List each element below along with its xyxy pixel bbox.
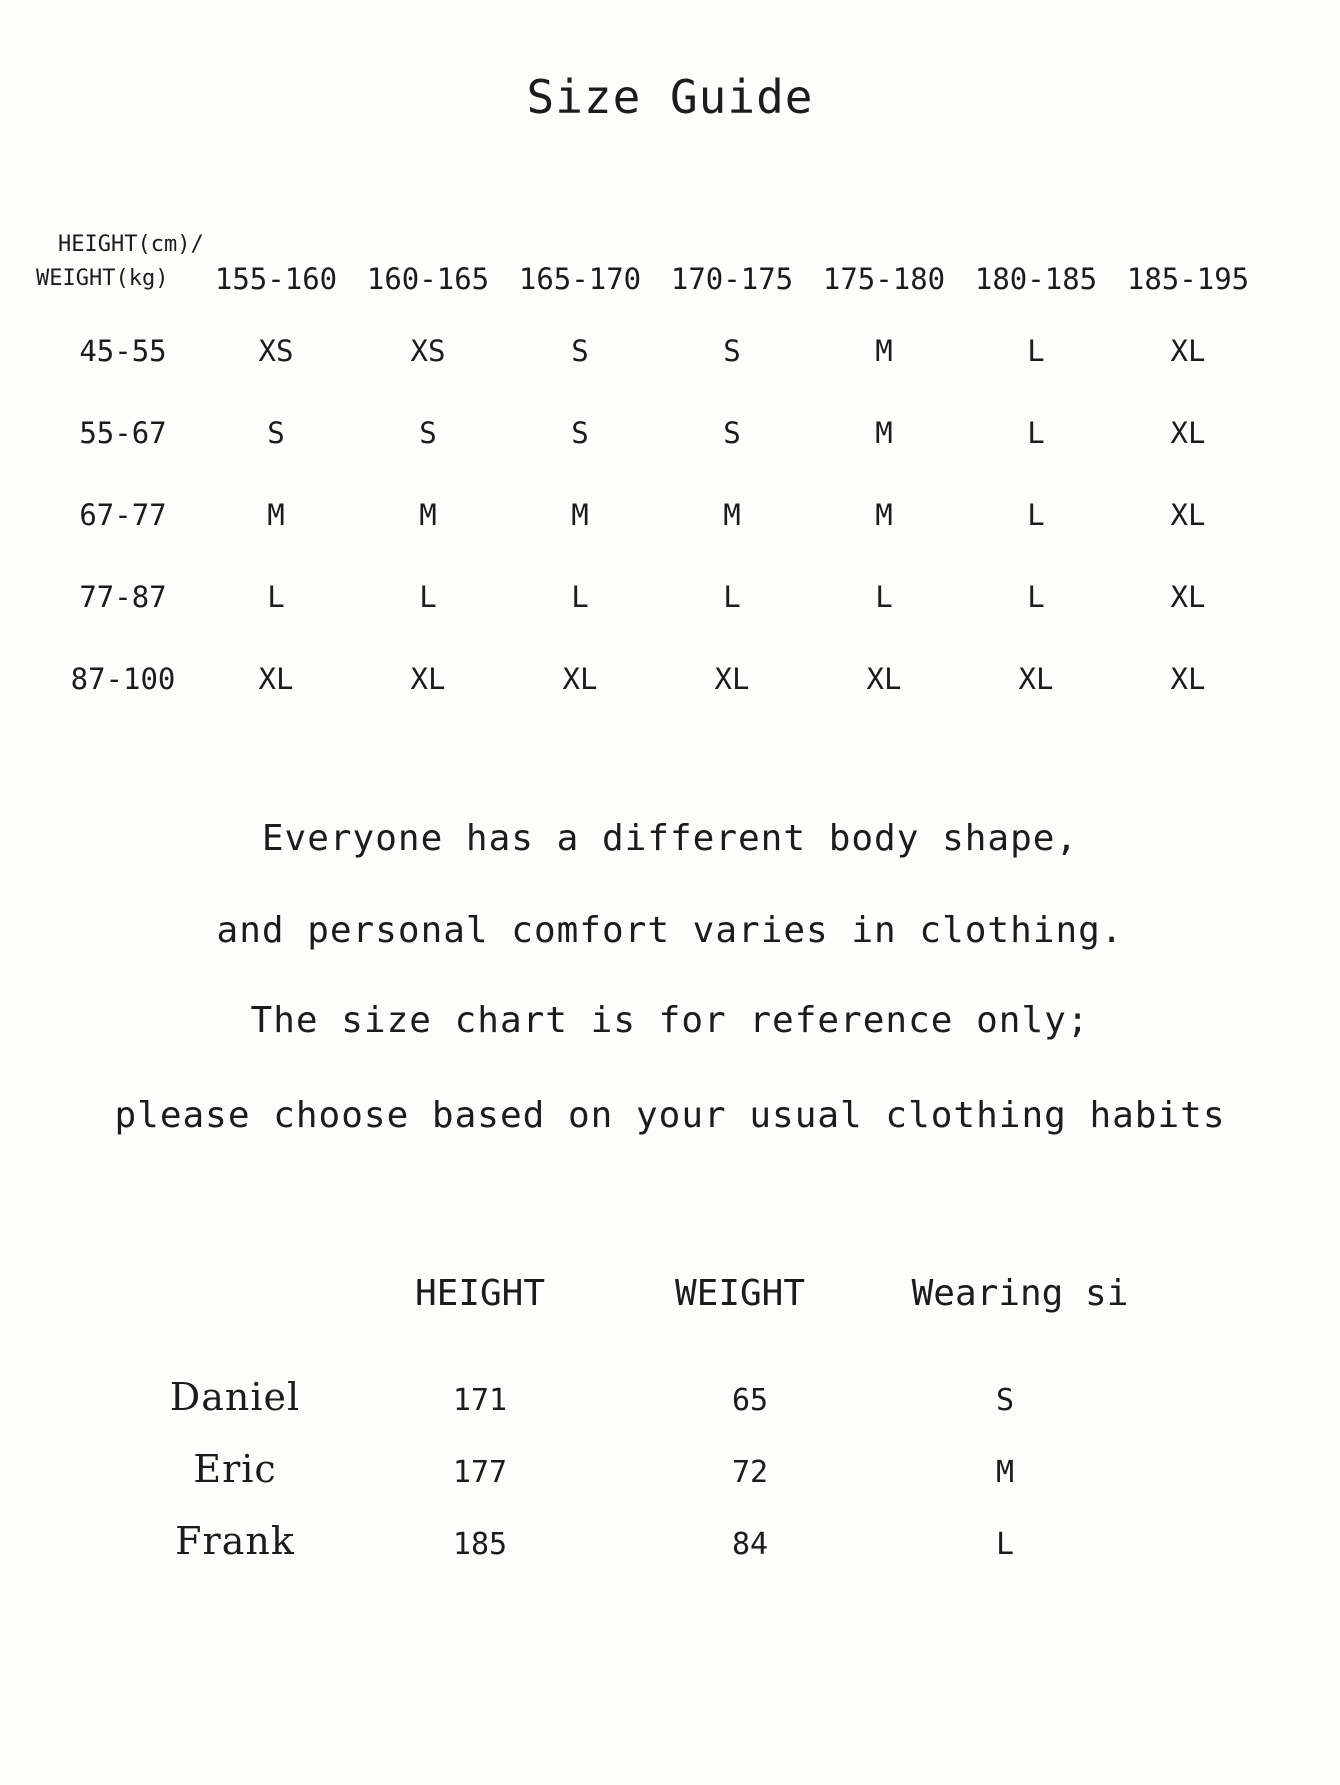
model-weight: 72	[731, 1455, 769, 1490]
model-row	[0, 1519, 1340, 1591]
size-cell: L	[875, 580, 893, 614]
model-weight: 65	[731, 1383, 769, 1418]
model-name: Frank	[175, 1519, 295, 1563]
weight-range-label: 77-87	[79, 580, 167, 614]
model-height: 171	[452, 1383, 508, 1418]
size-chart-table	[30, 220, 1270, 720]
size-cell: S	[571, 334, 589, 368]
size-cell: XL	[1170, 662, 1206, 696]
size-cell: XL	[714, 662, 750, 696]
size-cell: S	[723, 334, 741, 368]
page-title: Size Guide	[526, 70, 814, 124]
model-name: Eric	[193, 1447, 277, 1491]
note-line: please choose based on your usual clothing habits	[114, 1095, 1226, 1136]
size-cell: M	[875, 416, 893, 450]
size-cell: L	[419, 580, 437, 614]
corner-label	[30, 220, 204, 310]
size-cell: M	[723, 498, 741, 532]
size-cell: XL	[1170, 334, 1206, 368]
model-row	[0, 1447, 1340, 1519]
weight-range-label: 87-100	[70, 662, 176, 696]
size-cell: XL	[1170, 498, 1206, 532]
model-size: S	[995, 1383, 1015, 1418]
size-cell: M	[571, 498, 589, 532]
height-range-header: 170-175	[670, 262, 794, 296]
model-name: Daniel	[169, 1375, 301, 1419]
size-chart-row	[30, 638, 1270, 720]
size-chart-row	[30, 392, 1270, 474]
size-cell: XL	[562, 662, 598, 696]
size-cell: S	[571, 416, 589, 450]
examples-header-row	[0, 1265, 1340, 1375]
height-range-header: 175-180	[822, 262, 946, 296]
size-cell: L	[267, 580, 285, 614]
size-cell: S	[419, 416, 437, 450]
size-chart-row	[30, 474, 1270, 556]
size-cell: XL	[410, 662, 446, 696]
size-cell: XL	[866, 662, 902, 696]
model-height: 177	[452, 1455, 508, 1490]
weight-range-label: 45-55	[79, 334, 167, 368]
size-cell: XS	[410, 334, 446, 368]
size-chart-row	[30, 556, 1270, 638]
size-cell: L	[1027, 498, 1045, 532]
model-height: 185	[452, 1527, 508, 1562]
size-cell: XL	[1170, 580, 1206, 614]
wearing-size-column-header: Wearing si	[911, 1273, 1129, 1314]
size-chart-header-row	[30, 220, 1270, 310]
size-cell: S	[723, 416, 741, 450]
size-cell: XS	[258, 334, 294, 368]
size-cell: M	[419, 498, 437, 532]
height-range-header: 185-195	[1126, 262, 1250, 296]
size-cell: XL	[1018, 662, 1054, 696]
size-cell: M	[267, 498, 285, 532]
corner-label-weight: WEIGHT(kg)	[36, 266, 169, 291]
height-range-header: 165-170	[518, 262, 642, 296]
size-cell: L	[1027, 580, 1045, 614]
size-chart-row	[30, 310, 1270, 392]
size-cell: XL	[258, 662, 294, 696]
note-line: and personal comfort varies in clothing.	[216, 910, 1124, 951]
corner-label-height: HEIGHT(cm)/	[58, 232, 204, 257]
model-row	[0, 1375, 1340, 1447]
weight-range-label: 67-77	[79, 498, 167, 532]
note-line: The size chart is for reference only;	[250, 1000, 1090, 1041]
height-range-header: 180-185	[974, 262, 1098, 296]
weight-column-header: WEIGHT	[674, 1273, 806, 1314]
size-cell: M	[875, 498, 893, 532]
model-size: M	[995, 1455, 1015, 1490]
model-examples-table	[0, 1265, 1340, 1591]
size-cell: L	[723, 580, 741, 614]
height-column-header: HEIGHT	[414, 1273, 546, 1314]
note-line: Everyone has a different body shape,	[261, 818, 1079, 859]
size-cell: L	[1027, 334, 1045, 368]
size-cell: M	[875, 334, 893, 368]
model-weight: 84	[731, 1527, 769, 1562]
height-range-header: 160-165	[366, 262, 490, 296]
model-size: L	[995, 1527, 1015, 1562]
weight-range-label: 55-67	[79, 416, 167, 450]
size-cell: S	[267, 416, 285, 450]
size-cell: XL	[1170, 416, 1206, 450]
height-range-header: 155-160	[214, 262, 338, 296]
size-cell: L	[571, 580, 589, 614]
size-cell: L	[1027, 416, 1045, 450]
